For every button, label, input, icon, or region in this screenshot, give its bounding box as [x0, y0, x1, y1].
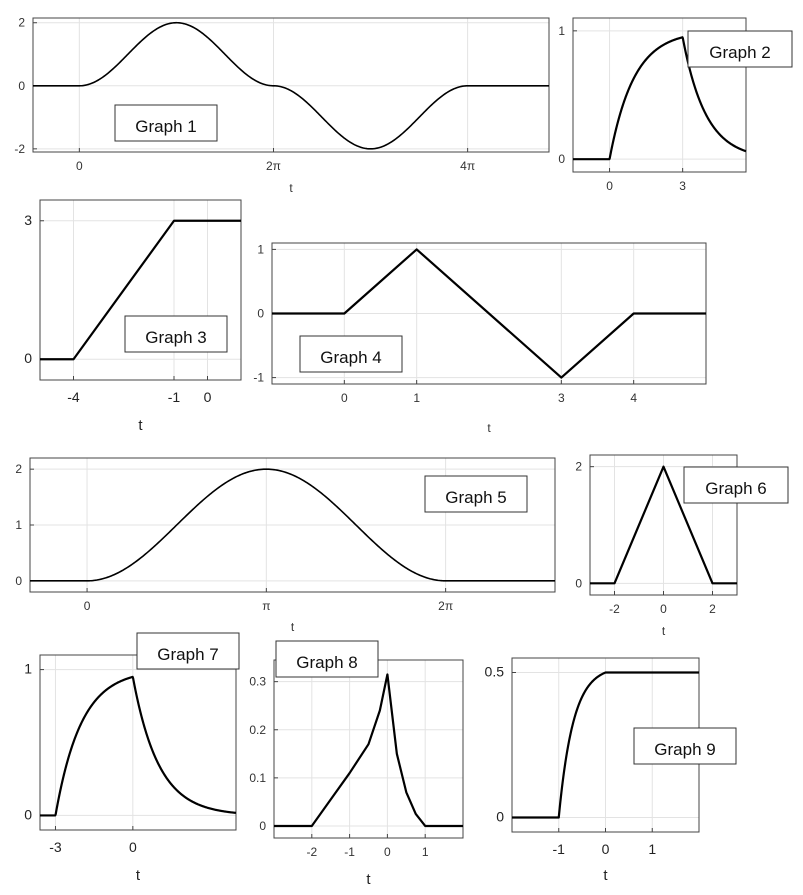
graph-7-panel — [24, 633, 239, 884]
graph-1-xlabel: t — [289, 181, 293, 195]
graph-4-ytick-label: -1 — [253, 370, 264, 385]
graph-8-ytick-label: 0.1 — [249, 770, 266, 785]
graph-2-xtick-label: 3 — [679, 179, 686, 193]
graph-4-ytick-label: 1 — [257, 242, 264, 257]
graph-1-panel — [14, 16, 549, 195]
graph-9-ytick-label: 0.5 — [484, 663, 504, 680]
graph-3-ytick-label: 3 — [24, 211, 32, 228]
graph-8-xlabel: t — [366, 871, 371, 888]
graph-5-label-text: Graph 5 — [445, 488, 507, 507]
graph-9-xtick-label: 1 — [648, 841, 657, 857]
graph-8-xtick-label: -1 — [344, 845, 355, 859]
graph-2-xtick-label: 0 — [606, 179, 613, 193]
graph-9-xlabel: t — [603, 867, 608, 884]
graph-4-xtick-label: 0 — [340, 391, 348, 405]
graph-3-panel — [24, 200, 241, 434]
graph-1-ytick-label: 0 — [18, 78, 25, 93]
graph-8-xtick-label: 0 — [384, 845, 391, 859]
graph-3-label-text: Graph 3 — [145, 328, 207, 347]
graph-6-ytick-label: 0 — [575, 576, 582, 591]
graph-4-xtick-label: 4 — [630, 391, 638, 405]
graph-3-xtick-label: 0 — [203, 389, 212, 405]
graph-8-ytick-label: 0 — [259, 818, 266, 833]
graph-4-label-text: Graph 4 — [320, 348, 382, 367]
graph-7-xlabel: t — [135, 867, 141, 884]
graph-3-xlabel: t — [138, 417, 143, 434]
graph-8-label-text: Graph 8 — [296, 653, 358, 672]
graph-6-xtick-label: -2 — [609, 602, 620, 616]
graph-7-ytick-label: 1 — [24, 660, 32, 677]
graph-8-xtick-label: 1 — [421, 845, 429, 859]
graph-5-xtick-label: 0 — [83, 599, 91, 613]
graph-8-axes-frame — [274, 660, 463, 838]
graph-8-panel — [249, 641, 463, 888]
graph-1-xtick-label: 2π — [266, 159, 281, 173]
graph-8-series-line — [274, 674, 463, 826]
graph-6-xlabel: t — [661, 624, 666, 638]
graph-7-xtick-label: 0 — [128, 839, 137, 855]
graph-2-ytick-label: 1 — [558, 23, 565, 38]
graph-4-ytick-label: 0 — [257, 306, 264, 321]
graph-6-xtick-label: 2 — [709, 602, 716, 616]
graph-9-panel — [485, 658, 736, 884]
graph-4-xtick-label: 1 — [413, 391, 421, 405]
graph-2-label-text: Graph 2 — [709, 43, 771, 62]
graph-5-ytick-label: 1 — [15, 518, 22, 532]
graph-6-label-text: Graph 6 — [705, 479, 767, 498]
graph-5-ytick-label: 0 — [15, 573, 22, 588]
graph-7-series-line — [40, 677, 236, 816]
graph-3-axes-frame — [40, 200, 241, 380]
graph-8-xtick-label: -2 — [306, 845, 318, 859]
graph-5-xtick-label: 2π — [438, 599, 454, 613]
graph-5-ytick-label: 2 — [15, 462, 22, 477]
graph-6-xtick-label: 0 — [660, 602, 667, 616]
graph-7-xtick-label: -3 — [49, 839, 62, 855]
graph-1-ytick-label: 2 — [18, 15, 25, 30]
graph-7-axes-frame — [40, 655, 236, 830]
graph-6-ytick-label: 2 — [575, 459, 582, 474]
graph-5-panel — [15, 458, 555, 634]
graph-4-xtick-label: 3 — [557, 391, 565, 405]
graph-2-ytick-label: 0 — [558, 152, 565, 167]
graph-1-label-text: Graph 1 — [135, 117, 197, 136]
graph-8-ytick-label: 0.3 — [249, 674, 266, 689]
graph-4-panel — [253, 242, 706, 435]
graph-6-panel — [575, 455, 788, 638]
graph-1-xtick-label: 0 — [76, 159, 83, 173]
graph-2-panel — [558, 18, 792, 193]
graph-3-ytick-label: 0 — [24, 350, 32, 367]
graph-8-ytick-label: 0.2 — [249, 722, 266, 737]
graph-3-xtick-label: -1 — [167, 389, 181, 405]
graph-4-xlabel: t — [487, 421, 491, 435]
graph-1-ytick-label: -2 — [14, 141, 25, 156]
graph-9-xtick-label: -1 — [552, 841, 565, 857]
graph-1-xtick-label: 4π — [460, 159, 476, 173]
graph-9-ytick-label: 0 — [496, 808, 504, 825]
graph-5-xtick-label: π — [262, 599, 271, 613]
graph-3-xtick-label: -4 — [67, 389, 80, 405]
graph-5-xlabel: t — [290, 620, 295, 634]
graph-7-ytick-label: 0 — [24, 806, 32, 823]
graph-7-label-text: Graph 7 — [157, 645, 219, 664]
graph-9-label-text: Graph 9 — [654, 740, 716, 759]
graph-9-xtick-label: 0 — [601, 841, 610, 857]
